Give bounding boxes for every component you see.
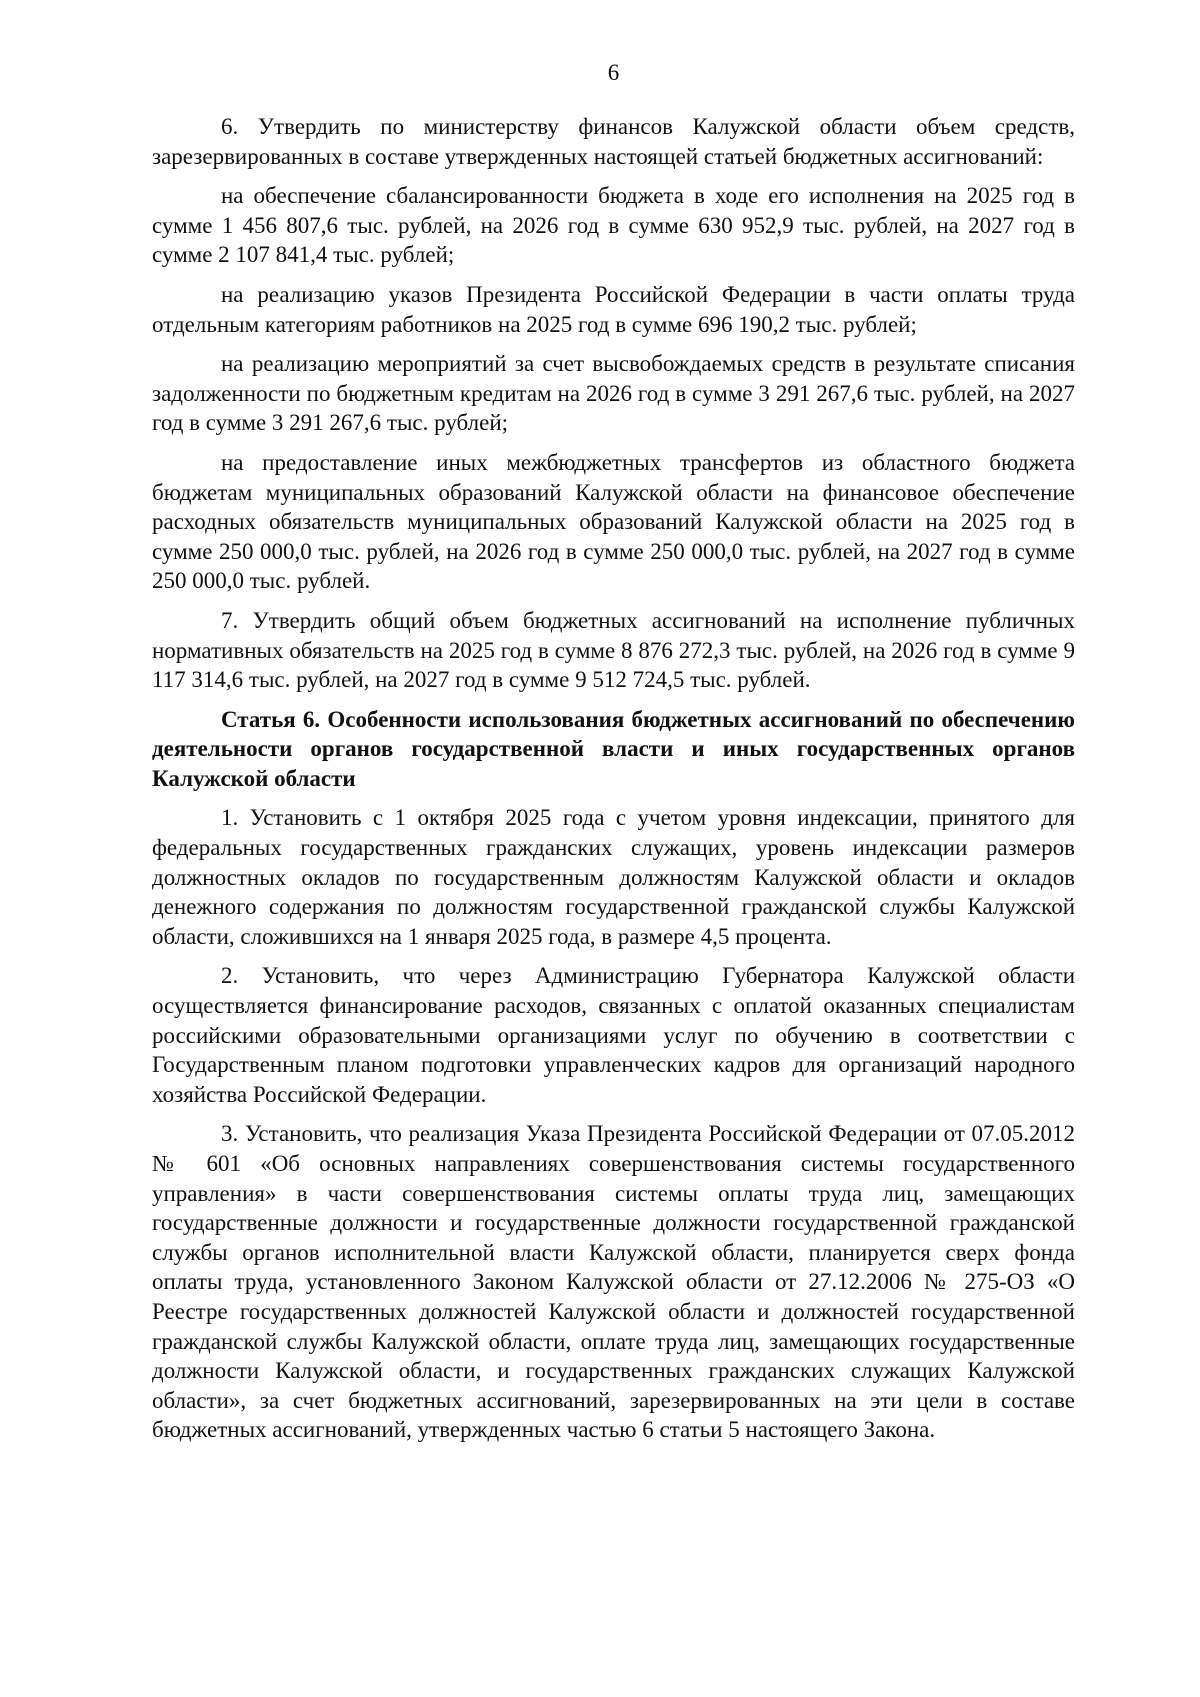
para-7-public-obligations: 7. Утвердить общий объем бюджетных ассигнований на исполнение публичных нормативных обязательств на 2025 год в сумме 8 876 272,3 тыс. рублей, на 2026 год в сумме 9 117 314,6 тыс. рублей, на 2027 год в сумме 9 512 724,5 тыс. рублей. bbox=[152, 607, 1075, 693]
para-debt-writeoff: на реализацию мероприятий за счет высвобождаемых средств в результате списания задолженности по бюджетным кредитам на 2026 год в сумме 3 291 267,6 тыс. рублей, на 2027 год в сумме 3 291 267,6 тыс. рублей; bbox=[152, 351, 1075, 436]
para-6-reserved-funds: 6. Утвердить по министерству финансов Калужской области объем средств, зарезервированных в составе утвержденных настоящей статьей бюджетных ассигнований: bbox=[152, 114, 1075, 169]
page-number: 6 bbox=[607, 60, 620, 85]
para-interbudget-transfers: на предоставление иных межбюджетных трансфертов из областного бюджета бюджетам муниципальных образований Калужской области на финансовое обеспечение расходных обязательств муниципальных образований Калужской области на 2025 год в сумме 250 000,0 тыс. рублей, на 2026 год в сумме 250 000,0 тыс. рублей, на 2027 год в сумме 250 000,0 тыс. рублей. bbox=[152, 449, 1075, 594]
para-presidential-decrees: на реализацию указов Президента Российской Федерации в части оплаты труда отдельным категориям работников на 2025 год в сумме 696 190,2 тыс. рублей; bbox=[152, 281, 1075, 337]
para-1-indexation: 1. Установить с 1 октября 2025 года с учетом уровня индексации, принятого для федеральных государственных гражданских служащих, уровень индексации размеров должностных окладов по государственным должностям Калужской области и окладов денежного содержания по должностям государственной гражданской службы Калужской области, сложившихся на 1 января 2025 года, в размере 4,5 процента. bbox=[152, 805, 1075, 949]
para-2-governor-administration: 2. Установить, что через Администрацию Губернатора Калужской области осуществляется финансирование расходов, связанных с оплатой оказанных специалистам российскими образовательными организациями услуг по обучению в соответствии с Государственным планом подготовки управленческих кадров для организаций народного хозяйства Российской Федерации. bbox=[152, 963, 1075, 1107]
para-budget-balance: на обеспечение сбалансированности бюджета в ходе его исполнения на 2025 год в сумме 1 456 807,6 тыс. рублей, на 2026 год в сумме 630 952,9 тыс. рублей, на 2027 год в сумме 2 107 841,4 тыс. рублей; bbox=[152, 183, 1075, 268]
para-3-decree-601: 3. Установить, что реализация Указа Президента Российской Федерации от 07.05.2012 № 601 «Об основных направлениях совершенствования системы государственного управления» в части совершенствования системы оплаты труда лиц, замещающих государственные должности и государственные должности государственной гражданской службы органов исполнительной власти Калужской области, планируется сверх фонда оплаты труда, установленного Законом Калужской области от 27.12.2006 № 275-ОЗ «О Реестре государственных должностей Калужской области и должностей государственной гражданской службы Калужской области, оплате труда лиц, замещающих государственные должности Калужской области, и государственных гражданских служащих Калужской области», за счет бюджетных ассигнований, зарезервированных на эти цели в составе бюджетных ассигнований, утвержденных частью 6 статьи 5 настоящего Закона. bbox=[152, 1121, 1075, 1443]
article-6-heading: Статья 6. Особенности использования бюджетных ассигнований по обеспечению деятельности органов государственной власти и иных государственных органов Калужской области bbox=[152, 706, 1075, 791]
